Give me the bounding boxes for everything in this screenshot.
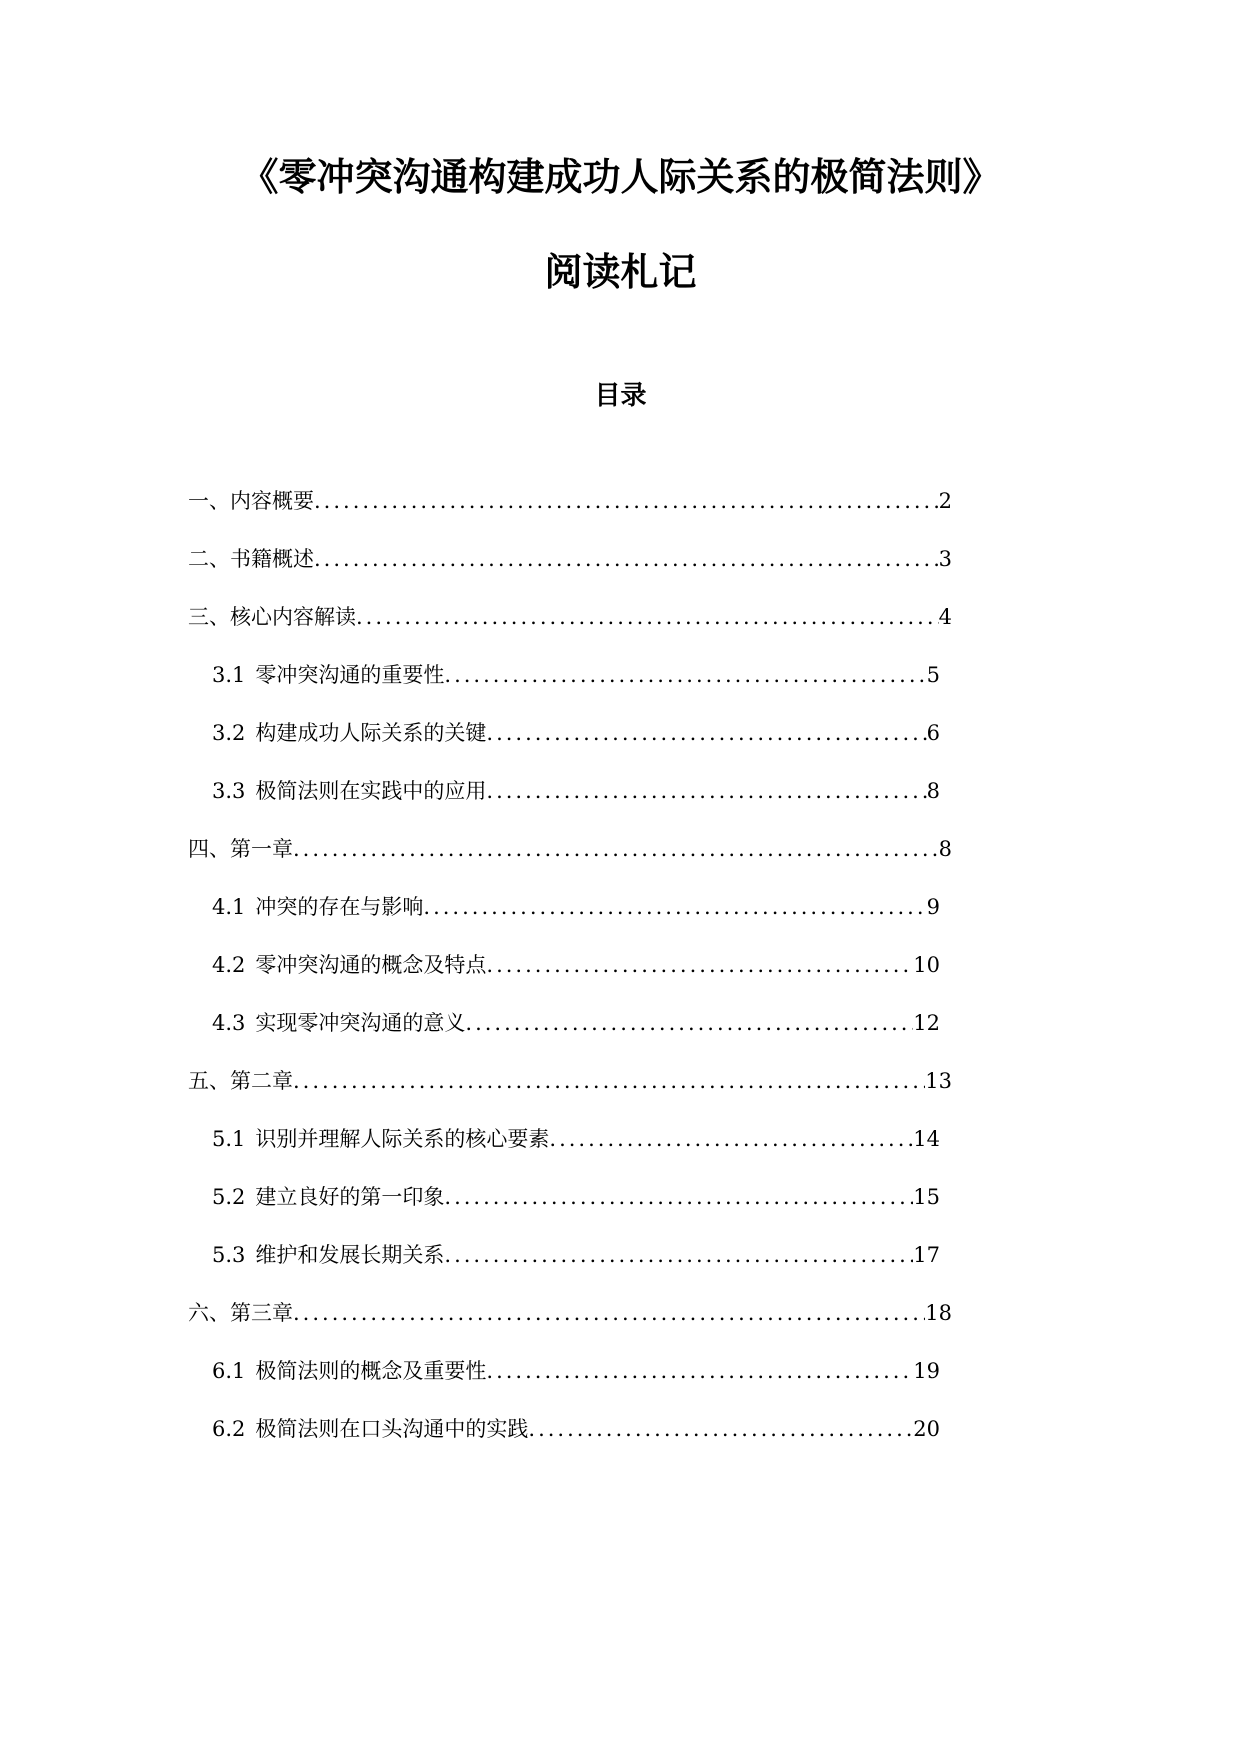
toc-entry[interactable] <box>212 1008 940 1038</box>
toc-entry-number: 3.3 <box>212 779 246 803</box>
toc-entry-number: 5.3 <box>212 1243 246 1267</box>
toc-entry-label: 五、第二章 <box>188 1069 293 1093</box>
toc-entry-label: 二、书籍概述 <box>188 547 314 571</box>
toc-entry[interactable] <box>212 776 940 806</box>
toc-entry[interactable] <box>188 486 952 516</box>
toc-leader-dots <box>314 486 939 516</box>
toc-entry-number: 4.1 <box>212 895 246 919</box>
toc-entry-label: 实现零冲突沟通的意义 <box>255 1011 466 1035</box>
toc-entry[interactable] <box>212 950 940 980</box>
toc-page-number: 8 <box>926 779 940 803</box>
toc-page-number: 12 <box>913 1011 940 1035</box>
toc-page-number: 13 <box>925 1069 952 1093</box>
toc-page-number: 5 <box>926 663 940 687</box>
toc-entry-label: 建立良好的第一印象 <box>255 1185 445 1209</box>
toc-entry[interactable] <box>212 1240 940 1270</box>
toc-page-number: 17 <box>913 1243 940 1267</box>
toc-page-number: 20 <box>913 1417 940 1441</box>
toc-leader-dots <box>486 718 926 748</box>
toc-entry[interactable] <box>188 1298 952 1328</box>
toc-entry[interactable] <box>212 892 940 922</box>
document-subtitle: 阅读札记 <box>544 250 697 294</box>
toc-entry-label: 一、内容概要 <box>188 489 314 513</box>
toc-leader-dots <box>314 544 939 574</box>
toc-page-number: 9 <box>926 895 940 919</box>
toc-entry-number: 3.2 <box>212 721 246 745</box>
toc-entry-label: 零冲突沟通的重要性 <box>255 663 445 687</box>
toc-page-number: 18 <box>925 1301 952 1325</box>
toc-entry-label: 零冲突沟通的概念及特点 <box>255 953 487 977</box>
toc-page-number: 15 <box>913 1185 940 1209</box>
toc-entry[interactable] <box>188 544 952 574</box>
toc-leader-dots <box>528 1414 913 1444</box>
toc-entry[interactable] <box>212 1356 940 1386</box>
toc-entry-number: 4.3 <box>212 1011 246 1035</box>
toc-leader-dots <box>486 1356 913 1386</box>
toc-entry[interactable] <box>212 1124 940 1154</box>
toc-leader-dots <box>423 892 926 922</box>
toc-entry-label: 构建成功人际关系的关键 <box>255 721 487 745</box>
toc-page-number: 3 <box>938 547 952 571</box>
toc-leader-dots <box>356 602 939 632</box>
toc-page-number: 4 <box>938 605 952 629</box>
toc-entry-number: 6.1 <box>212 1359 246 1383</box>
toc-page-number: 8 <box>938 837 952 861</box>
toc-leader-dots <box>549 1124 913 1154</box>
toc-entry-number: 4.2 <box>212 953 246 977</box>
toc-entry-number: 6.2 <box>212 1417 246 1441</box>
toc-entry[interactable] <box>188 602 952 632</box>
toc-page-number: 14 <box>913 1127 940 1151</box>
toc-entry-label: 四、第一章 <box>188 837 293 861</box>
toc-entry[interactable] <box>212 718 940 748</box>
toc-page-number: 10 <box>913 953 940 977</box>
toc-entry-number: 5.1 <box>212 1127 246 1151</box>
toc-leader-dots <box>486 776 926 806</box>
toc-leader-dots <box>486 950 913 980</box>
document-title: 《零冲突沟通构建成功人际关系的极简法则》 <box>240 155 1001 199</box>
toc-entry[interactable] <box>212 660 940 690</box>
toc-entry[interactable] <box>212 1414 940 1444</box>
toc-entry[interactable] <box>188 1066 952 1096</box>
toc-page-number: 2 <box>938 489 952 513</box>
toc-entry-label: 极简法则的概念及重要性 <box>255 1359 487 1383</box>
toc-entry-label: 维护和发展长期关系 <box>255 1243 445 1267</box>
toc-leader-dots <box>465 1008 913 1038</box>
toc-entry-label: 识别并理解人际关系的核心要素 <box>255 1127 550 1151</box>
toc-heading: 目录 <box>594 381 647 411</box>
toc-entry-number: 3.1 <box>212 663 246 687</box>
toc-leader-dots <box>444 1182 913 1212</box>
toc-page-number: 19 <box>913 1359 940 1383</box>
toc-entry[interactable] <box>188 834 952 864</box>
toc-entry-label: 极简法则在口头沟通中的实践 <box>255 1417 529 1441</box>
toc-leader-dots <box>293 1298 925 1328</box>
toc-leader-dots <box>444 660 926 690</box>
toc-entry-number: 5.2 <box>212 1185 246 1209</box>
toc-leader-dots <box>293 1066 925 1096</box>
toc-leader-dots <box>293 834 939 864</box>
toc-entry-label: 冲突的存在与影响 <box>255 895 424 919</box>
toc-page-number: 6 <box>926 721 940 745</box>
toc-entry-label: 六、第三章 <box>188 1301 293 1325</box>
toc-entry[interactable] <box>212 1182 940 1212</box>
toc-leader-dots <box>444 1240 913 1270</box>
toc-entry-label: 极简法则在实践中的应用 <box>255 779 487 803</box>
toc-entry-label: 三、核心内容解读 <box>188 605 356 629</box>
